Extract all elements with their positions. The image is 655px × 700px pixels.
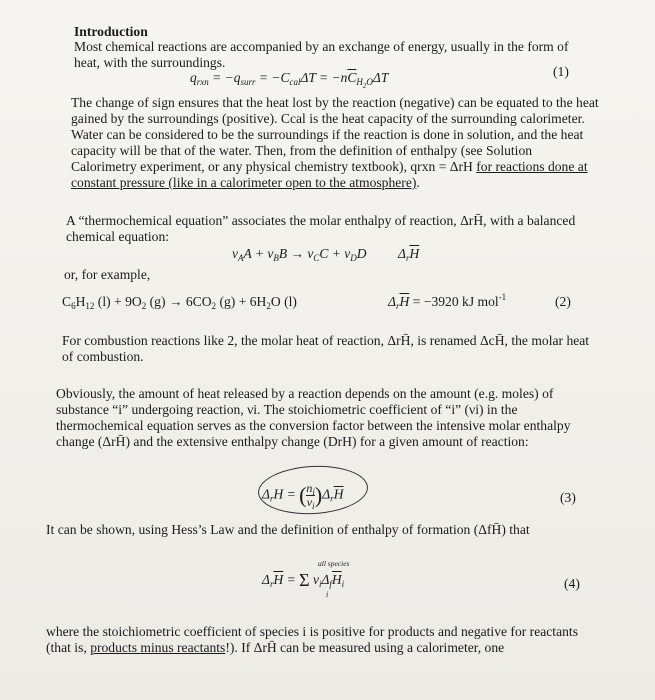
generic-reaction-equation: $\nu_AA + \nu_BB \to \nu_CC + \nu_DD$ bbox=[232, 246, 367, 263]
stoichiometry-paragraph: Obviously, the amount of heat released by a reaction depends on the amount (e.g. moles) of substance “i” undergoing reaction, νi. The stoichiometric coefficient of “i” (νi) in the thermochemical equation serves as the conversion factor between the intensive molar enthalpy change (ΔrH̄) and the extensive enthalpy change (DrH) for a given amount of reaction: bbox=[56, 386, 571, 449]
combustion-reaction: $C_6H_{12}$ $(l) + 9O_2$ $(g) \to 6CO_2$ $(g) + 6H_2O$ (l) bbox=[62, 294, 297, 311]
paragraph-7-text: where the stoichiometric coefficient of species i is positive for products and negative for reactants (that is, bbox=[46, 624, 578, 655]
combustion-paragraph: For combustion reactions like 2, the molar heat of reaction, ΔrH̄, is renamed ΔcH̄, the molar heat of combustion. bbox=[62, 333, 590, 364]
paragraph-2-end: . bbox=[416, 175, 420, 190]
generic-enthalpy-symbol: $\Delta_r\overline{H}$ bbox=[398, 246, 420, 263]
intro-paragraph: Most chemical reactions are accompanied by an exchange of energy, usually in the form of heat, with the surroundings. bbox=[74, 39, 569, 70]
enthalpy-definition-paragraph bbox=[71, 95, 599, 191]
example-intro: or, for example, bbox=[64, 267, 151, 282]
section-heading: Introduction bbox=[74, 24, 148, 39]
equation-1: $q_{rxn} = -q_{surr} = -C_{cal}\Delta T = -n\overline{C}_{H_2O}\Delta T$ bbox=[190, 70, 389, 90]
equation-3-number: (3) bbox=[560, 490, 576, 505]
thermochemical-equation-paragraph: A “thermochemical equation” associates the molar enthalpy of reaction, ΔrH̄, with a balanced chemical equation: bbox=[66, 213, 576, 244]
sign-convention-paragraph bbox=[46, 624, 606, 656]
paragraph-7-underlined: products minus reactants bbox=[90, 640, 226, 655]
equation-3: $\Delta_rH$ = ( $\frac{n_i}{\nu_i}$ )$\Delta_r\overline{H}$ bbox=[262, 481, 344, 511]
equation-4: $\Delta_r\overline{H} = \Sigma$ $\nu_i\Delta_f\overline{H}_i$ bbox=[262, 570, 345, 590]
paragraph-2-text: The change of sign ensures that the heat lost by the reaction (negative) can be equated to the heat gained by the surroundings (positive). Ccal is the heat capacity of the surrounding calorimeter. Water can be considered to be the surroundings if the reaction is done in solution, and the heat capacity will be that of the water. Then, from the definition of enthalpy (see Solution Calorimetry experiment, or any physical chemistry textbook), qrxn = ΔrH bbox=[71, 95, 599, 174]
paragraph-2-underlined: for reactions done at constant pressure (like in a calorimeter open to the atmosphere) bbox=[71, 159, 588, 190]
equation-4-number: (4) bbox=[564, 576, 580, 591]
equation-2-number: (2) bbox=[555, 294, 571, 309]
combustion-enthalpy-value: $\Delta_r\overline{H} = -3920$ kJ mol$^{-1}$ bbox=[388, 292, 507, 311]
paragraph-7-end: !). If ΔrH̄ can be measured using a calorimeter, one bbox=[225, 640, 505, 655]
equation-1-number: (1) bbox=[553, 64, 569, 79]
summation-index: i bbox=[326, 590, 329, 599]
summation-label: all species bbox=[318, 559, 350, 568]
hess-law-paragraph: It can be shown, using Hess’s Law and the definition of enthalpy of formation (ΔfH̄) that bbox=[46, 522, 530, 537]
